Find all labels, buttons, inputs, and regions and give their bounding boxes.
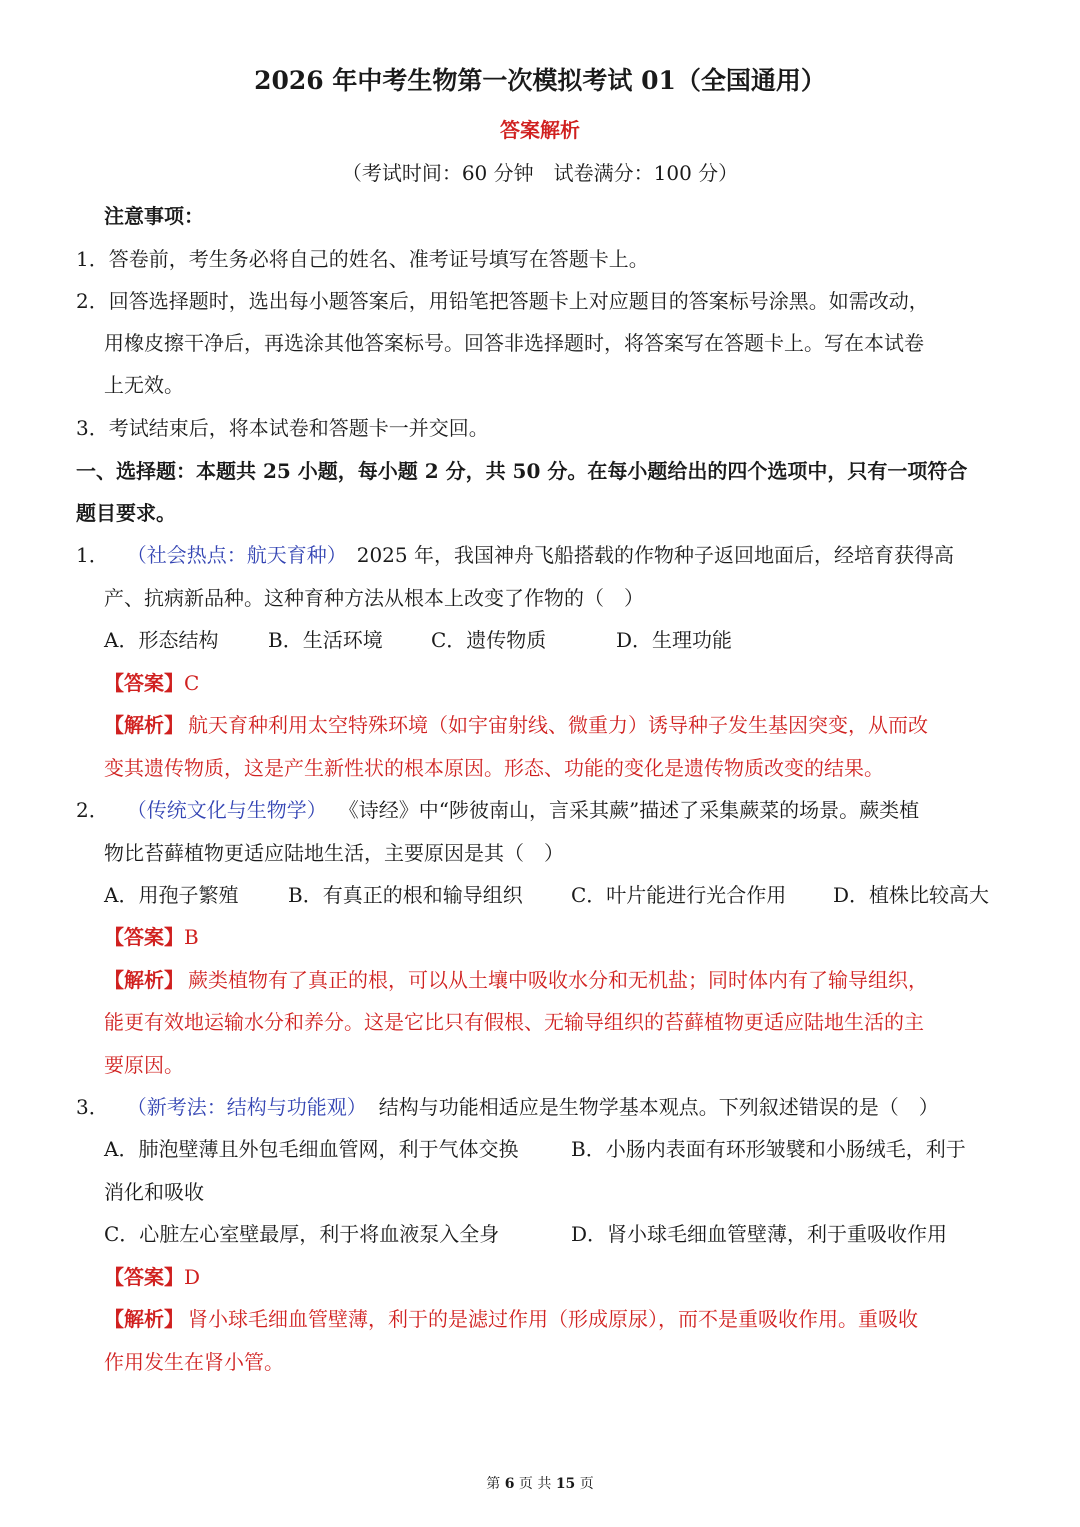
question-1-stem-1: 2025 年，我国神舟飞船搭载的作物种子返回地面后，经培育获得高 [356,543,954,567]
question-2-option-a: A．用孢子繁殖 [104,883,239,907]
question-1-analysis-line-1 [104,711,928,739]
analysis-text: 肾小球毛细血管壁薄，利于的是滤过作用（形成原尿），而不是重吸收作用。重吸收 [188,1307,918,1331]
question-3-analysis-line-1 [104,1305,918,1333]
question-2-analysis-line-1 [104,966,928,994]
question-2-answer [104,923,199,951]
question-3-tag: （新考法：结构与功能观） [126,1095,367,1119]
question-2-analysis-line-2: 能更有效地运输水分和养分。这是它比只有假根、无输导组织的苔藓植物更适应陆地生活的主 [104,1010,924,1034]
notes-item-2-line-3: 上无效。 [104,373,184,397]
question-2-stem-2: 物比苔藓植物更适应陆地生活，主要原因是其（ ） [104,841,564,865]
question-2-option-d: D．植株比较高大 [833,883,990,907]
analysis-label: 【解析】 [104,1307,184,1331]
question-3-option-b-cont: 消化和吸收 [104,1180,204,1204]
question-1-stem-2: 产、抗病新品种。这种育种方法从根本上改变了作物的（ ） [104,586,644,610]
question-2-option-c: C．叶片能进行光合作用 [571,883,787,907]
question-1-answer [104,669,199,697]
question-1-tag: （社会热点：航天育种） [126,543,347,567]
analysis-label: 【解析】 [104,968,184,992]
analysis-text: 航天育种利用太空特殊环境（如宇宙射线、微重力）诱导种子发生基因突变，从而改 [188,713,928,737]
notes-heading: 注意事项： [104,204,204,228]
answer-value: D [184,1265,201,1289]
notes-item-1: 1．答卷前，考生务必将自己的姓名、准考证号填写在答题卡上。 [76,247,649,271]
question-3-number: 3． [76,1095,109,1119]
question-1-number: 1． [76,543,109,567]
question-1-analysis-line-2: 变其遗传物质，这是产生新性状的根本原因。形态、功能的变化是遗传物质改变的结果。 [104,756,884,780]
footer-prefix: 第 [486,1476,501,1492]
footer-suffix: 页 [579,1476,594,1492]
question-3-line-1 [76,1093,939,1121]
answer-value: C [184,671,200,695]
document-title: 2026 年中考生物第一次模拟考试 01（全国通用） [254,66,826,95]
question-1-option-b: B．生活环境 [268,628,383,652]
question-3-option-b: B．小肠内表面有环形皱襞和小肠绒毛，利于 [571,1137,966,1161]
question-3-option-c: C．心脏左心室壁最厚，利于将血液泵入全身 [104,1222,500,1246]
footer-middle: 页 共 [518,1476,552,1492]
notes-item-2-line-2: 用橡皮擦干净后，再选涂其他答案标号。回答非选择题时，将答案写在答题卡上。写在本试卷 [104,331,924,355]
analysis-label: 【解析】 [104,713,184,737]
question-2-tag: （传统文化与生物学） [126,798,327,822]
section-heading-line-2: 题目要求。 [76,501,176,525]
analysis-text: 蕨类植物有了真正的根，可以从土壤中吸收水分和无机盐；同时体内有了输导组织， [188,968,928,992]
question-3-analysis-line-2: 作用发生在肾小管。 [104,1350,284,1374]
question-2-option-b: B．有真正的根和输导组织 [288,883,523,907]
question-2-line-1 [76,796,919,824]
total-page-number: 15 [555,1476,576,1492]
question-2-analysis-line-3: 要原因。 [104,1053,184,1077]
notes-item-2-line-1: 2．回答选择题时，选出每小题答案后，用铅笔把答题卡上对应题目的答案标号涂黑。如需改动， [76,289,929,313]
question-1-line-1 [76,541,954,569]
question-1-option-a: A．形态结构 [104,628,219,652]
answer-label: 【答案】 [104,1265,184,1289]
question-3-answer [104,1263,200,1291]
question-3-stem-1: 结构与功能相适应是生物学基本观点。下列叙述错误的是（ ） [378,1095,939,1119]
current-page-number: 6 [504,1476,515,1492]
question-2-number: 2． [76,798,109,822]
question-1-option-c: C．遗传物质 [431,628,547,652]
answer-value: B [184,925,199,949]
document-subtitle: 答案解析 [500,118,580,142]
answer-label: 【答案】 [104,925,184,949]
question-3-option-a: A．肺泡壁薄且外包毛细血管网，利于气体交换 [104,1137,519,1161]
question-2-stem-1: 《诗经》中“陟彼南山，言采其蕨”描述了采集蕨菜的场景。蕨类植 [338,798,920,822]
page-footer [0,1474,1080,1494]
exam-info: （考试时间：60 分钟 试卷满分：100 分） [341,161,739,185]
notes-item-3: 3．考试结束后，将本试卷和答题卡一并交回。 [76,416,489,440]
question-1-option-d: D．生理功能 [616,628,733,652]
question-3-option-d: D．肾小球毛细血管壁薄，利于重吸收作用 [571,1222,948,1246]
section-heading-line-1: 一、选择题：本题共 25 小题，每小题 2 分，共 50 分。在每小题给出的四个选项中，只有一项符合 [76,459,968,483]
answer-label: 【答案】 [104,671,184,695]
